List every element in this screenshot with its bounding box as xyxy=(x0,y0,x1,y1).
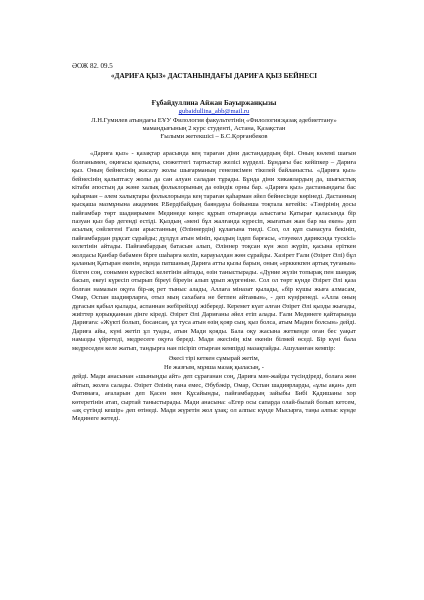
body-paragraph: «Дариға қыз» - қазақтар арасында кең тараған діни дастандардың бірі. Оның көлемі шағын болғанымен, оқиғасы қызықты, сюжеттегі тартыстар желісі күрделі. Бұндағы бас кейіпкер – Дариға қыз. Оның бейнесінің жасалу жолы шығарманың генезисімен тікелей байланысты. «Дариға қыз» бейнесінің қалыптасу жолы да сан алуан саладан тұрады. Бұнда діни хикаялардың да, шығыстық кітаби әпостың да және халық фольклорының да өзіндік орны бар. «Дариға қыз» дастанындағы бас қаһарман – әлем халықтары фольклорында кең тараған қаһарман әйел бейнесінде көрінеді. Дастанның қысқаша мазмұнына академик Р.Бердібайдың баяндауы бойынша тоқтала кетейік: «Тәңірінің досы пайғамбар төрт шадиярымен Мединеде кеңес құрып отырғанда алыстағы Қатырағ қаласында бір пазуан қыз бар дегенді естіді. Қыздың «мені бұл жалғанда күресіп, жығатын жан бар ма екен» деп асылық сөйлегені Ғали арыстанның (Әліннердің) құлағына тиеді. Сол, ол құп сынасуға бекініп, пайғамбардан рұқсат сұрайды; дүлдүл атын мініп, қыздың іздеп барғасы, «тәуекел дарикснда тускісі» келетінін айтады. Пайғамбардың батасын алып, Әліннер тоқсан күн жол жүріп, қасына еріткен жолдасы Қанбар бабамен бірге шаһарға келіп, карауылдан жөн сұрайды. Хазірет Ғали (Әзірет Әлі) бұл қаланың Қатыран екенін, мұнда патшаның Дариға атты қызы барын, оның «ерккекпен артық туғанын» білген соң, сонымен күресіксі келетінін айтады, өзін таныстырады. «Дүние жүзін топырақ пен шаңдақ басып, екеуі күресіп отырып біреуі біреуін алып ұрып жүргеніне. Сол ол төрт күнде Әзірет Әлі қаза болған намазын оқуға бір-ақ рет тыныс алады, Аллаға міназат қылады, «бір күшы жыға алмасам, Омар, Оспан шадиярларға, отыз мың сахабаға не бетпен айтамын», - деп күңіренеді. «Алла оның дұғасын қабыл қылады, аспаннан жебірейілді жібереді. Керемет күат алған Әзірет Әлі қызды жығады, жиіттер қорыққаннан дінге кіреді. Әзірет Әлі Дариғаны әйел етіп алады. Ғали Мединеге қайтарында Дариғаға: «Жүкті болып, босансаң, ұл туса атын өзің қояр сың, қыз болса, атым Мадин болсын» дейді. Дариға айы, күні жетіп ұл туады, атын Мади қояды. Бала оқу жасына жеткенде оған бес уақыт намазды үйретеді, медресеге оқуға береді. Мади әкесінің кім екенін білмей өседі. Бір күні бала медреседен келе жатып, тандырға нан пісіріп отырған кемпірді мазақтайды. Ашуланған кемпір: xyxy=(72,150,356,352)
author-name: Ғұбайдуллина Айжан Бауыржанқызы xyxy=(151,99,277,107)
article-body xyxy=(72,150,356,424)
article-title: «ДАРИҒА ҚЫЗ» ДАСТАНЫНДАҒЫ ДАРИҒА ҚЫЗ БЕЙНЕСІ xyxy=(110,72,318,80)
body-paragraph: дейді. Мади анасынан «шыныңды айт» деп сұрағанан соң, Дариға мән-жайды түсіндіреді, болаға жөн айтып, жолға салады. Әзірет Әлінің ғана емес, Әбубәкір, Омар, Оспан шадиярларды, «ұлы ақан» деп Фатимаға, ағаларын деп Қасен мен Құсайынды, пайғамбардың зайыбы Бибі Қадишаны хор көтеретінін атап, сыртай таныстырады. Мади анасына: «Егер осы сапарда олай-былай болып кетсем, «ақ сүтінді кешір» деп өтінеді. Мади жүретін жол ұзақ; ол алпыс күнде Мысырға, таңы алпыс күнде Мединеге жетеді. xyxy=(72,373,356,423)
verse-line: Не жазғым, мұнша мазақ қыласың, - xyxy=(164,363,264,371)
author-email-link[interactable]: gubaidullina_abb@mail.ru xyxy=(178,108,250,115)
verse-line: Әкесі тірі кеткен сұмырай жетім, xyxy=(168,355,260,363)
udc-code: ӘОЖ 82. 09.5 xyxy=(72,62,113,70)
verse-quote xyxy=(72,355,356,372)
supervisor-line: Ғылыми жетекшісі – Б.С.Қорғанбеков xyxy=(160,133,268,141)
affiliation-line: Л.Н.Гумилев атындағы ЕҰУ Филология факультетінің «Филология:қазақ әдебиеттану» xyxy=(91,116,337,124)
affiliation-block xyxy=(72,117,356,142)
affiliation-line: мамандығының 2 курс студенті, Астана, Қазақстан xyxy=(142,124,286,132)
